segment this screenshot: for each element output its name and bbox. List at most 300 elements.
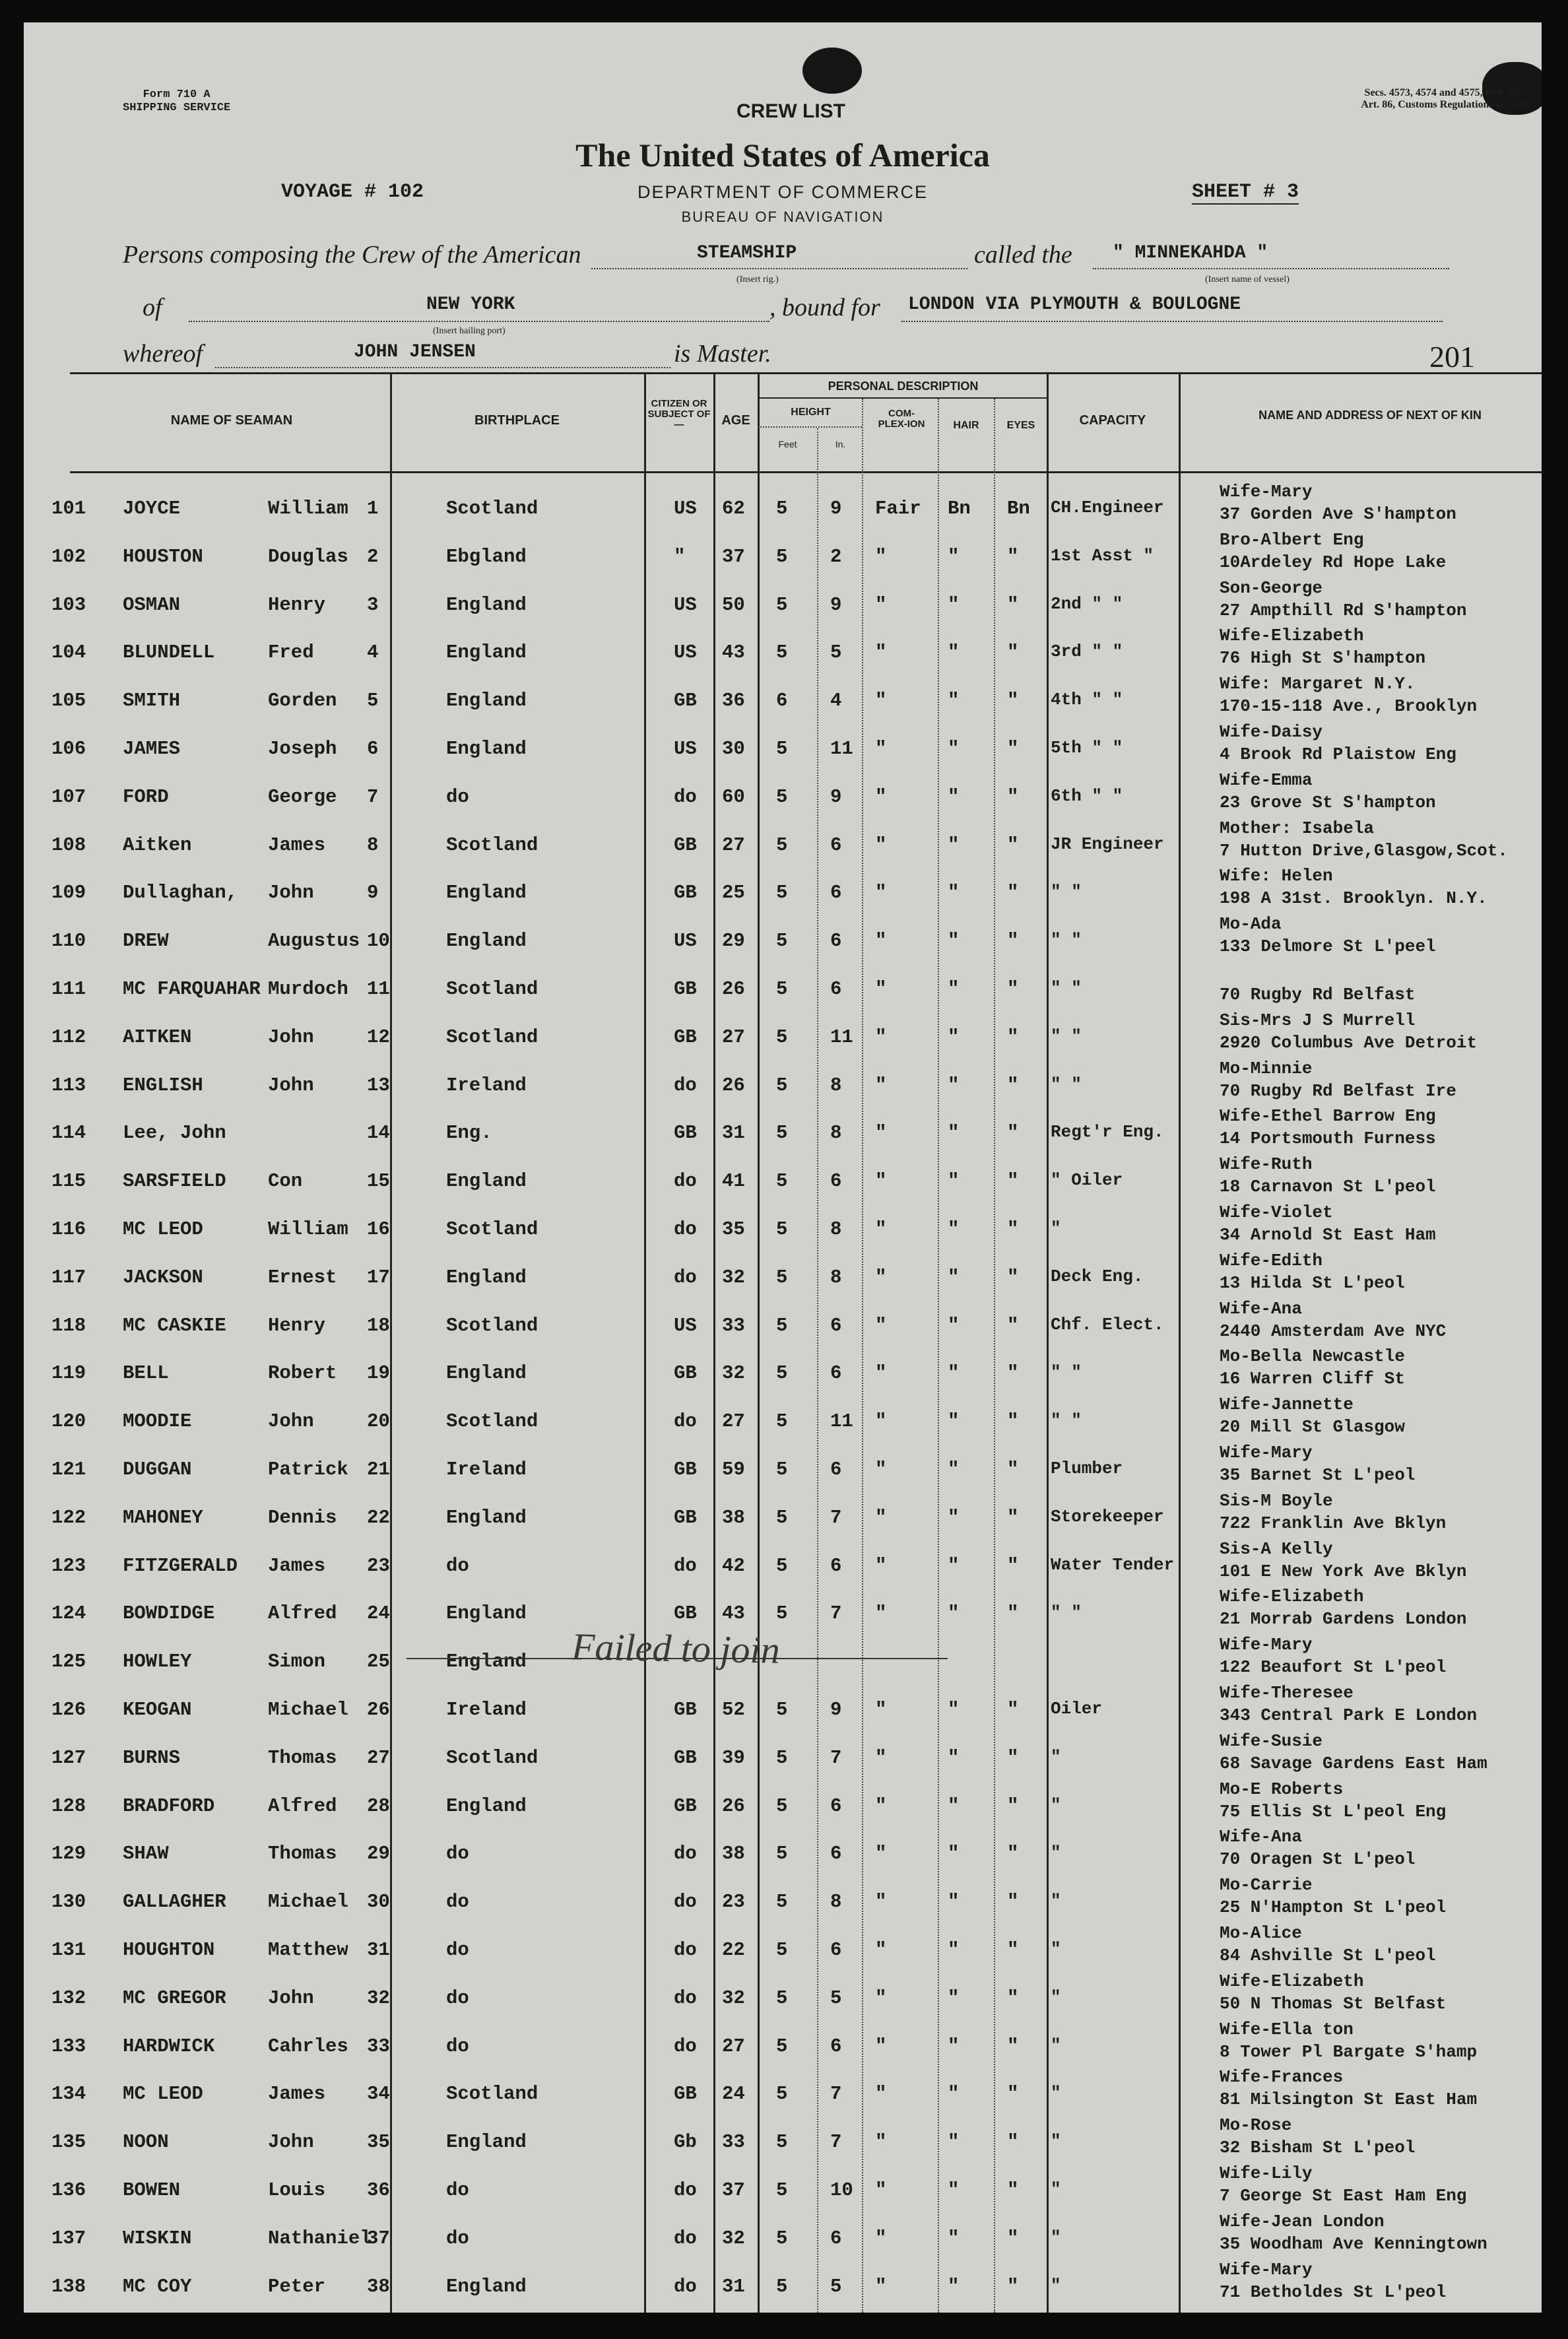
eyes: ": [1007, 1314, 1019, 1336]
hair: ": [948, 2083, 960, 2105]
capacity: " Oiler: [1051, 1170, 1123, 1191]
birthplace: Eng.: [446, 1122, 492, 1144]
given-name: Ernest: [268, 1266, 337, 1288]
table-row: [24, 914, 1542, 964]
row-number: 137: [51, 2227, 86, 2249]
next-of-kin-name: Wife-Jean London: [1220, 2211, 1385, 2231]
eyes: ": [1007, 785, 1019, 808]
surname: BELL: [123, 1362, 169, 1385]
surname: GALLAGHER: [123, 1891, 226, 1913]
height-inches: 6: [830, 1314, 842, 1336]
row-number: 106: [51, 738, 86, 760]
height-feet: 5: [776, 1891, 788, 1913]
given-name: Patrick: [268, 1459, 348, 1480]
table-row: [24, 1779, 1542, 1829]
citizenship: US: [674, 642, 697, 664]
row-number: 132: [51, 1987, 86, 2009]
failed-to-join-annotation: Failed to join: [571, 1625, 781, 1672]
line-number: 33: [367, 2035, 390, 2057]
citizenship: Gb: [674, 2131, 697, 2154]
birthplace: do: [446, 1554, 469, 1577]
vessel-line: [1093, 268, 1449, 269]
height-inches: 6: [830, 978, 842, 1000]
surname: MC LEOD: [123, 2083, 203, 2105]
age: 27: [722, 1410, 745, 1433]
age: 31: [722, 1122, 745, 1144]
given-name: William: [268, 498, 348, 519]
given-name: George: [268, 785, 337, 808]
age: 32: [722, 1362, 745, 1385]
eyes: ": [1007, 978, 1019, 1000]
line-number: 21: [367, 1459, 390, 1480]
height-feet: 5: [776, 1410, 788, 1433]
next-of-kin-address: 14 Portsmouth Furness: [1220, 1129, 1436, 1149]
table-row: [24, 818, 1542, 869]
age: 43: [722, 642, 745, 664]
department-name: DEPARTMENT OF COMMERCE: [637, 182, 929, 202]
row-number: 130: [51, 1891, 86, 1913]
line-number: 23: [367, 1554, 390, 1577]
height-inches: 6: [830, 1554, 842, 1577]
age: 41: [722, 1170, 745, 1193]
insert-rig-caption: (Insert rig.): [736, 275, 779, 284]
height-inches: 5: [830, 1987, 842, 2009]
hair: ": [948, 1795, 960, 1817]
next-of-kin-name: Wife-Elizabeth: [1220, 626, 1364, 646]
capacity: 2nd " ": [1051, 593, 1123, 614]
next-of-kin-address: 7 George St East Ham Eng: [1220, 2186, 1467, 2206]
given-name: James: [268, 834, 326, 856]
hair: ": [948, 642, 960, 664]
complexion: ": [875, 2179, 887, 2201]
birthplace: England: [446, 2131, 527, 2154]
col-hair-header: HAIR: [953, 420, 979, 431]
height-feet: 5: [776, 1362, 788, 1385]
document-title: The United States of America: [575, 137, 990, 174]
surname: BLUNDELL: [123, 642, 215, 664]
height-feet: 5: [776, 978, 788, 1000]
age: 52: [722, 1699, 745, 1721]
given-name: Gorden: [268, 690, 337, 712]
table-row: [24, 1202, 1542, 1253]
eyes: ": [1007, 1843, 1019, 1865]
age: 27: [722, 2035, 745, 2057]
height-inches: 6: [830, 1939, 842, 1961]
next-of-kin-address: 27 Ampthill Rd S'hampton: [1220, 600, 1467, 620]
hair: ": [948, 978, 960, 1000]
line-number: 1: [367, 498, 379, 519]
table-row: [24, 2067, 1542, 2117]
complexion: ": [875, 1074, 887, 1096]
next-of-kin-name: Mother: Isabela: [1220, 818, 1375, 838]
age: 38: [722, 1843, 745, 1865]
eyes: ": [1007, 1410, 1019, 1433]
given-name: Nathaniel: [268, 2227, 372, 2249]
given-name: Louis: [268, 2179, 326, 2201]
next-of-kin-address: 35 Woodham Ave Kenningtown: [1220, 2233, 1487, 2254]
given-name: John: [268, 882, 314, 904]
given-name: Michael: [268, 1699, 348, 1721]
age: 26: [722, 1795, 745, 1817]
complexion: ": [875, 1746, 887, 1769]
table-row: [24, 1829, 1542, 1877]
height-inches: 6: [830, 834, 842, 856]
next-of-kin-address: 198 A 31st. Brooklyn. N.Y.: [1220, 888, 1487, 909]
hair: ": [948, 2131, 960, 2154]
eyes: ": [1007, 1602, 1019, 1625]
given-name: Con: [268, 1170, 303, 1193]
height-inches: 9: [830, 593, 842, 616]
age: 26: [722, 978, 745, 1000]
line-number: 22: [367, 1506, 390, 1529]
height-feet: 5: [776, 2131, 788, 2154]
next-of-kin-name: Mo-Rose: [1220, 2115, 1292, 2136]
complexion: ": [875, 690, 887, 712]
surname: DREW: [123, 930, 169, 952]
table-row: [24, 1010, 1542, 1061]
next-of-kin-address: 68 Savage Gardens East Ham: [1220, 1753, 1487, 1773]
line-number: 32: [367, 1987, 390, 2009]
line-number: 9: [367, 882, 379, 904]
surname: HARDWICK: [123, 2035, 215, 2057]
complexion: ": [875, 545, 887, 568]
height-inches: 7: [830, 1602, 842, 1625]
birthplace: Scotland: [446, 498, 539, 519]
height-feet: 5: [776, 785, 788, 808]
birthplace: do: [446, 1891, 469, 1913]
capacity: Water Tender: [1051, 1554, 1175, 1575]
given-name: Douglas: [268, 545, 348, 568]
insert-port-caption: (Insert hailing port): [433, 326, 506, 336]
row-number: 115: [51, 1170, 86, 1193]
rig-value: STEAMSHIP: [697, 243, 797, 263]
height-inches: 5: [830, 642, 842, 664]
line-number: 34: [367, 2083, 390, 2105]
table-row: [24, 1637, 1542, 1685]
vessel-name: " MINNEKAHDA ": [1113, 243, 1268, 263]
next-of-kin-address: 23 Grove St S'hampton: [1220, 792, 1436, 812]
insert-vessel-caption: (Insert name of vessel): [1205, 275, 1290, 284]
row-number: 135: [51, 2131, 86, 2154]
age: 37: [722, 2179, 745, 2201]
next-of-kin-address: 170-15-118 Ave., Brooklyn: [1220, 696, 1478, 717]
citizenship: GB: [674, 834, 697, 856]
given-name: John: [268, 2131, 314, 2154]
table-row: [24, 1875, 1542, 1925]
citizenship: do: [674, 2227, 697, 2249]
height-feet: 5: [776, 642, 788, 664]
capacity: " ": [1051, 1410, 1082, 1431]
height-inches: 6: [830, 2227, 842, 2249]
height-feet: 5: [776, 1602, 788, 1625]
capacity: 6th " ": [1051, 785, 1123, 806]
height-inches: 9: [830, 1699, 842, 1721]
height-inches: 6: [830, 1362, 842, 1385]
line-number: 11: [367, 978, 390, 1000]
height-inches: 6: [830, 882, 842, 904]
row-number: 113: [51, 1074, 86, 1096]
next-of-kin-address: 16 Warren Cliff St: [1220, 1369, 1405, 1389]
given-name: William: [268, 1218, 348, 1240]
next-of-kin-address: 10Ardeley Rd Hope Lake: [1220, 552, 1447, 572]
given-name: Cahrles: [268, 2035, 348, 2057]
next-of-kin-name: Wife-Ruth: [1220, 1154, 1313, 1175]
given-name: Thomas: [268, 1746, 337, 1769]
height-inches: 4: [830, 690, 842, 712]
table-top-rule: [70, 372, 1542, 374]
eyes: ": [1007, 1506, 1019, 1529]
age: 27: [722, 1026, 745, 1048]
col-citizen-header: CITIZEN OR SUBJECT OF—: [647, 398, 711, 430]
capacity: Chf. Elect.: [1051, 1314, 1164, 1334]
row-number: 104: [51, 642, 86, 664]
row-number: 112: [51, 1026, 86, 1048]
height-feet: 5: [776, 2035, 788, 2057]
height-inches: 10: [830, 2179, 853, 2201]
hair: ": [948, 1314, 960, 1336]
line-number: 26: [367, 1699, 390, 1721]
next-of-kin-address: 7 Hutton Drive,Glasgow,Scot.: [1220, 840, 1508, 861]
next-of-kin-name: Wife-Mary: [1220, 482, 1313, 502]
next-of-kin-address: 84 Ashville St L'peol: [1220, 1946, 1436, 1965]
height-inches: 5: [830, 2275, 842, 2297]
row-number: 138: [51, 2275, 86, 2297]
eyes: ": [1007, 2083, 1019, 2105]
next-of-kin-address: 133 Delmore St L'peel: [1220, 937, 1436, 957]
given-name: Thomas: [268, 1843, 337, 1865]
row-number: 136: [51, 2179, 86, 2201]
complexion: ": [875, 785, 887, 808]
age: 33: [722, 1314, 745, 1336]
given-name: Fred: [268, 642, 314, 664]
next-of-kin-address: 21 Morrab Gardens London: [1220, 1609, 1467, 1630]
birthplace: Scotland: [446, 2083, 539, 2105]
hair: ": [948, 2179, 960, 2201]
height-inches: 8: [830, 1891, 842, 1913]
capacity: " ": [1051, 1074, 1082, 1094]
hair: ": [948, 785, 960, 808]
row-number: 128: [51, 1795, 86, 1817]
citizenship: ": [674, 545, 686, 568]
next-of-kin-address: 34 Arnold St East Ham: [1220, 1225, 1436, 1245]
table-row: [24, 484, 1542, 532]
height-inches: 9: [830, 498, 842, 519]
table-row: [24, 1154, 1542, 1204]
capacity: ": [1051, 1795, 1061, 1815]
capacity: Regt'r Eng.: [1051, 1122, 1164, 1142]
eyes: Bn: [1007, 498, 1030, 519]
complexion: ": [875, 930, 887, 952]
surname: MC GREGOR: [123, 1987, 226, 2009]
birthplace: do: [446, 785, 469, 808]
capacity: " ": [1051, 882, 1082, 902]
line-number: 27: [367, 1746, 390, 1769]
complexion: ": [875, 834, 887, 856]
complexion: ": [875, 1506, 887, 1529]
eyes: ": [1007, 1266, 1019, 1288]
next-of-kin-name: Son-George: [1220, 577, 1323, 598]
height-feet: 5: [776, 2083, 788, 2105]
given-name: John: [268, 1410, 314, 1433]
capacity: " ": [1051, 1362, 1082, 1383]
birthplace: do: [446, 2179, 469, 2201]
given-name: Matthew: [268, 1939, 348, 1961]
hair: ": [948, 1026, 960, 1048]
row-number: 126: [51, 1699, 86, 1721]
row-number: 120: [51, 1410, 86, 1433]
line-number: 28: [367, 1795, 390, 1817]
surname: BOWDIDGE: [123, 1602, 215, 1625]
height-feet: 5: [776, 593, 788, 616]
next-of-kin-address: 50 N Thomas St Belfast: [1220, 1993, 1447, 2014]
complexion: ": [875, 642, 887, 664]
birthplace: do: [446, 2227, 469, 2249]
next-of-kin-name: Mo-Ada: [1220, 914, 1282, 935]
next-of-kin-name: Wife-Mary: [1220, 2259, 1313, 2280]
birthplace: do: [446, 2035, 469, 2057]
age: 37: [722, 545, 745, 568]
row-number: 103: [51, 593, 86, 616]
citizenship: do: [674, 1987, 697, 2009]
height-feet: 5: [776, 1026, 788, 1048]
eyes: ": [1007, 1122, 1019, 1144]
table-row: [24, 529, 1542, 580]
personal-rule: [758, 397, 1047, 399]
next-of-kin-address: 81 Milsington St East Ham: [1220, 2090, 1478, 2110]
complexion: ": [875, 1026, 887, 1048]
surname: SARSFIELD: [123, 1170, 226, 1193]
height-inches: 6: [830, 1170, 842, 1193]
height-inches: 8: [830, 1122, 842, 1144]
col-birthplace-header: BIRTHPLACE: [474, 413, 560, 428]
eyes: ": [1007, 1699, 1019, 1721]
table-row: [24, 1445, 1542, 1493]
age: 24: [722, 2083, 745, 2105]
row-number: 109: [51, 882, 86, 904]
form-number: [123, 88, 230, 115]
eyes: ": [1007, 882, 1019, 904]
height-feet: 5: [776, 1939, 788, 1961]
hair: ": [948, 1074, 960, 1096]
height-feet: 5: [776, 738, 788, 760]
eyes: ": [1007, 834, 1019, 856]
surname: NOON: [123, 2131, 169, 2154]
birthplace: England: [446, 1795, 527, 1817]
row-number: 123: [51, 1554, 86, 1577]
next-of-kin-name: Wife-Jannette: [1220, 1395, 1354, 1415]
surname: KEOGAN: [123, 1699, 192, 1721]
row-number: 102: [51, 545, 86, 568]
eyes: ": [1007, 1746, 1019, 1769]
row-number: 127: [51, 1746, 86, 1769]
surname: BRADFORD: [123, 1795, 215, 1817]
eyes: ": [1007, 930, 1019, 952]
next-of-kin-name: Wife-Edith: [1220, 1250, 1323, 1270]
citizenship: do: [674, 1554, 697, 1577]
line-number: 13: [367, 1074, 390, 1096]
complexion: ": [875, 1362, 887, 1385]
age: 31: [722, 2275, 745, 2297]
hair: Bn: [948, 498, 971, 519]
line-number: 24: [367, 1602, 390, 1625]
age: 36: [722, 690, 745, 712]
age: 42: [722, 1554, 745, 1577]
complexion: ": [875, 1554, 887, 1577]
eyes: ": [1007, 2035, 1019, 2057]
complexion: ": [875, 1795, 887, 1817]
table-row: [24, 722, 1542, 772]
complexion: ": [875, 1939, 887, 1961]
eyes: ": [1007, 1074, 1019, 1096]
table-row: [24, 1298, 1542, 1349]
citizenship: GB: [674, 2083, 697, 2105]
given-name: Peter: [268, 2275, 326, 2297]
capacity: ": [1051, 2131, 1061, 2152]
hair: ": [948, 1746, 960, 1769]
citizenship: US: [674, 593, 697, 616]
citizenship: do: [674, 2179, 697, 2201]
table-row: [24, 1058, 1542, 1109]
surname: HOUSTON: [123, 545, 203, 568]
master-line: [215, 367, 670, 368]
height-feet: 5: [776, 1699, 788, 1721]
given-name: Henry: [268, 1314, 326, 1336]
eyes: ": [1007, 545, 1019, 568]
eyes: ": [1007, 1218, 1019, 1240]
next-of-kin-address: 18 Carnavon St L'peol: [1220, 1177, 1436, 1197]
capacity: ": [1051, 1746, 1061, 1767]
line-number: 17: [367, 1266, 390, 1288]
complexion: ": [875, 1843, 887, 1865]
capacity: 5th " ": [1051, 738, 1123, 758]
table-row: [24, 676, 1542, 724]
hair: ": [948, 2227, 960, 2249]
row-number: 131: [51, 1939, 86, 1961]
height-feet: 5: [776, 545, 788, 568]
hair: ": [948, 1506, 960, 1529]
height-feet: 5: [776, 930, 788, 952]
birthplace: Scotland: [446, 834, 539, 856]
height-inches: 11: [830, 1410, 853, 1433]
complexion: ": [875, 1459, 887, 1480]
given-name: James: [268, 1554, 326, 1577]
age: 29: [722, 930, 745, 952]
line-number: 38: [367, 2275, 390, 2297]
surname: JACKSON: [123, 1266, 203, 1288]
next-of-kin-address: 70 Rugby Rd Belfast Ire: [1220, 1080, 1456, 1101]
line-number: 15: [367, 1170, 390, 1193]
hair: ": [948, 1554, 960, 1577]
table-row: [24, 577, 1542, 628]
next-of-kin-name: Wife-Emma: [1220, 770, 1313, 790]
complexion: ": [875, 978, 887, 1000]
shipping-service-text: SHIPPING SERVICE: [123, 102, 231, 114]
given-name: Henry: [268, 593, 326, 616]
citizenship: GB: [674, 882, 697, 904]
line-number: 12: [367, 1026, 390, 1048]
next-of-kin-name: Mo-Minnie: [1220, 1058, 1313, 1078]
capacity: ": [1051, 2083, 1061, 2103]
complexion: ": [875, 1122, 887, 1144]
birthplace: Ireland: [446, 1074, 527, 1096]
voyage-number: VOYAGE # 102: [281, 181, 424, 203]
height-feet: 5: [776, 498, 788, 519]
next-of-kin-name: Wife-Mary: [1220, 1635, 1313, 1655]
surname: SMITH: [123, 690, 181, 712]
row-number: 117: [51, 1266, 86, 1288]
next-of-kin-address: 37 Gorden Ave S'hampton: [1220, 504, 1456, 524]
line-number: 16: [367, 1218, 390, 1240]
